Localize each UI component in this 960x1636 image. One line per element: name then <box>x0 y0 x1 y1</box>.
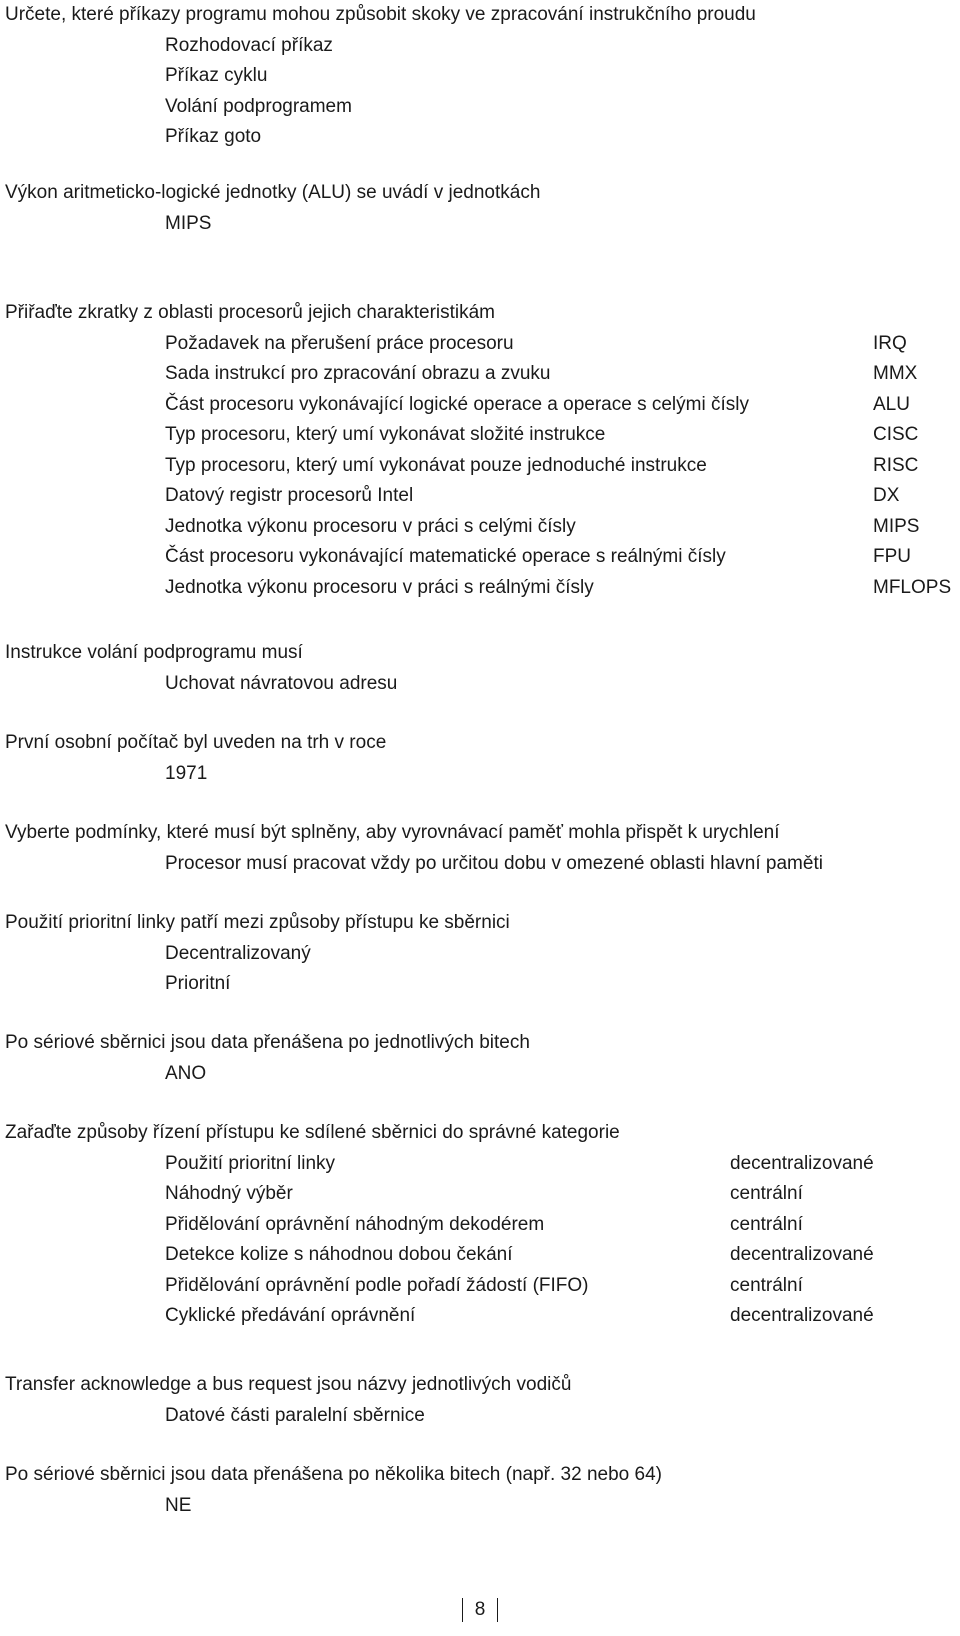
match-row <box>5 1210 960 1241</box>
question-text: Určete, které příkazy programu mohou způsobit skoky ve zpracování instrukčního proudu <box>5 4 756 25</box>
answer-text: Příkaz cyklu <box>165 65 268 86</box>
match-category: centrální <box>730 1183 803 1204</box>
answer-text: Volání podprogramem <box>165 95 352 117</box>
match-row <box>5 573 960 604</box>
match-description: Náhodný výběr <box>165 1183 293 1204</box>
match-row <box>5 1240 960 1271</box>
question-text: Instrukce volání podprogramu musí <box>5 642 303 663</box>
match-row <box>5 420 960 451</box>
match-row <box>5 390 960 421</box>
question-text: Výkon aritmeticko-logické jednotky (ALU) se uvádí v jednotkách <box>5 182 541 203</box>
answer-text: Datové části paralelní sběrnice <box>165 1404 425 1426</box>
match-row <box>5 451 960 482</box>
match-description: Typ procesoru, který umí vykonávat složité instrukce <box>165 424 606 445</box>
match-category: decentralizované <box>730 1152 874 1174</box>
match-description: Přidělování oprávnění podle pořadí žádostí (FIFO) <box>165 1274 589 1296</box>
match-description: Jednotka výkonu procesoru v práci s celými čísly <box>165 515 576 537</box>
page-number: 8 <box>462 1598 499 1622</box>
match-row <box>5 542 960 573</box>
match-description: Použití prioritní linky <box>165 1152 336 1174</box>
match-row <box>5 329 960 360</box>
match-description: Požadavek na přerušení práce procesoru <box>165 332 514 354</box>
question-text: První osobní počítač byl uveden na trh v roce <box>5 732 387 753</box>
question-block-first-pc <box>5 728 960 789</box>
answer-text: Příkaz goto <box>165 126 262 147</box>
match-abbreviation: MIPS <box>873 515 920 537</box>
answer-text: Decentralizovaný <box>165 942 311 964</box>
answer-text: MIPS <box>165 212 212 234</box>
question-block-cpu-abbreviations <box>5 298 960 603</box>
answer-text: Prioritní <box>165 973 231 994</box>
match-description: Sada instrukcí pro zpracování obrazu a zvuku <box>165 363 551 384</box>
match-row <box>5 1301 960 1332</box>
match-description: Datový registr procesorů Intel <box>165 485 414 506</box>
match-category: decentralizované <box>730 1244 874 1265</box>
question-text: Po sériové sběrnici jsou data přenášena po jednotlivých bitech <box>5 1032 530 1053</box>
question-text: Transfer acknowledge a bus request jsou názvy jednotlivých vodičů <box>5 1374 572 1395</box>
answer-text: Procesor musí pracovat vždy po určitou dobu v omezené oblasti hlavní paměti <box>165 852 823 874</box>
match-description: Část procesoru vykonávající matematické operace s reálnými čísly <box>165 546 726 567</box>
match-abbreviation: RISC <box>873 454 919 476</box>
match-abbreviation: MMX <box>873 363 918 384</box>
match-row <box>5 359 960 390</box>
match-row <box>5 1149 960 1180</box>
question-block-bus-access <box>5 1118 960 1332</box>
answer-text: NE <box>165 1494 192 1516</box>
question-text: Zařaďte způsoby řízení přístupu ke sdílené sběrnici do správné kategorie <box>5 1122 620 1143</box>
match-description: Jednotka výkonu procesoru v práci s reálnými čísly <box>165 576 594 598</box>
match-abbreviation: CISC <box>873 424 919 445</box>
question-block-subroutine <box>5 638 960 699</box>
match-category: centrální <box>730 1274 803 1296</box>
match-abbreviation: IRQ <box>873 332 907 354</box>
question-text: Použití prioritní linky patří mezi způsoby přístupu ke sběrnici <box>5 912 510 933</box>
question-block-bus-wires <box>5 1370 960 1431</box>
match-category: decentralizované <box>730 1305 874 1326</box>
answer-text: Rozhodovací příkaz <box>165 34 333 56</box>
match-abbreviation: ALU <box>873 393 910 415</box>
answer-text: Uchovat návratovou adresu <box>165 672 398 694</box>
question-block-alu-units <box>5 178 960 239</box>
match-row <box>5 481 960 512</box>
question-block-serial-bits <box>5 1028 960 1089</box>
match-description: Detekce kolize s náhodnou dobou čekání <box>165 1244 513 1265</box>
question-block-cache <box>5 818 960 879</box>
match-description: Část procesoru vykonávající logické operace a operace s celými čísly <box>165 393 749 415</box>
match-abbreviation: MFLOPS <box>873 576 952 598</box>
match-description: Cyklické předávání oprávnění <box>165 1305 416 1326</box>
match-description: Přidělování oprávnění náhodným dekodérem <box>165 1213 545 1235</box>
answer-text: ANO <box>165 1062 207 1084</box>
match-row <box>5 1179 960 1210</box>
match-abbreviation: FPU <box>873 546 911 567</box>
question-block-jumps <box>5 0 960 153</box>
match-row <box>5 512 960 543</box>
question-text: Přiřaďte zkratky z oblasti procesorů jejich charakteristikám <box>5 302 496 323</box>
question-text: Po sériové sběrnici jsou data přenášena po několika bitech (např. 32 nebo 64) <box>5 1464 662 1485</box>
match-description: Typ procesoru, který umí vykonávat pouze jednoduché instrukce <box>165 454 707 476</box>
answer-text: 1971 <box>165 762 208 784</box>
match-abbreviation: DX <box>873 485 900 506</box>
question-text: Vyberte podmínky, které musí být splněny, aby vyrovnávací paměť mohla přispět k urychlení <box>5 822 780 843</box>
match-row <box>5 1271 960 1302</box>
match-category: centrální <box>730 1213 803 1235</box>
question-block-serial-multibit <box>5 1460 960 1521</box>
question-block-priority-line <box>5 908 960 1000</box>
page-footer <box>0 1598 960 1622</box>
